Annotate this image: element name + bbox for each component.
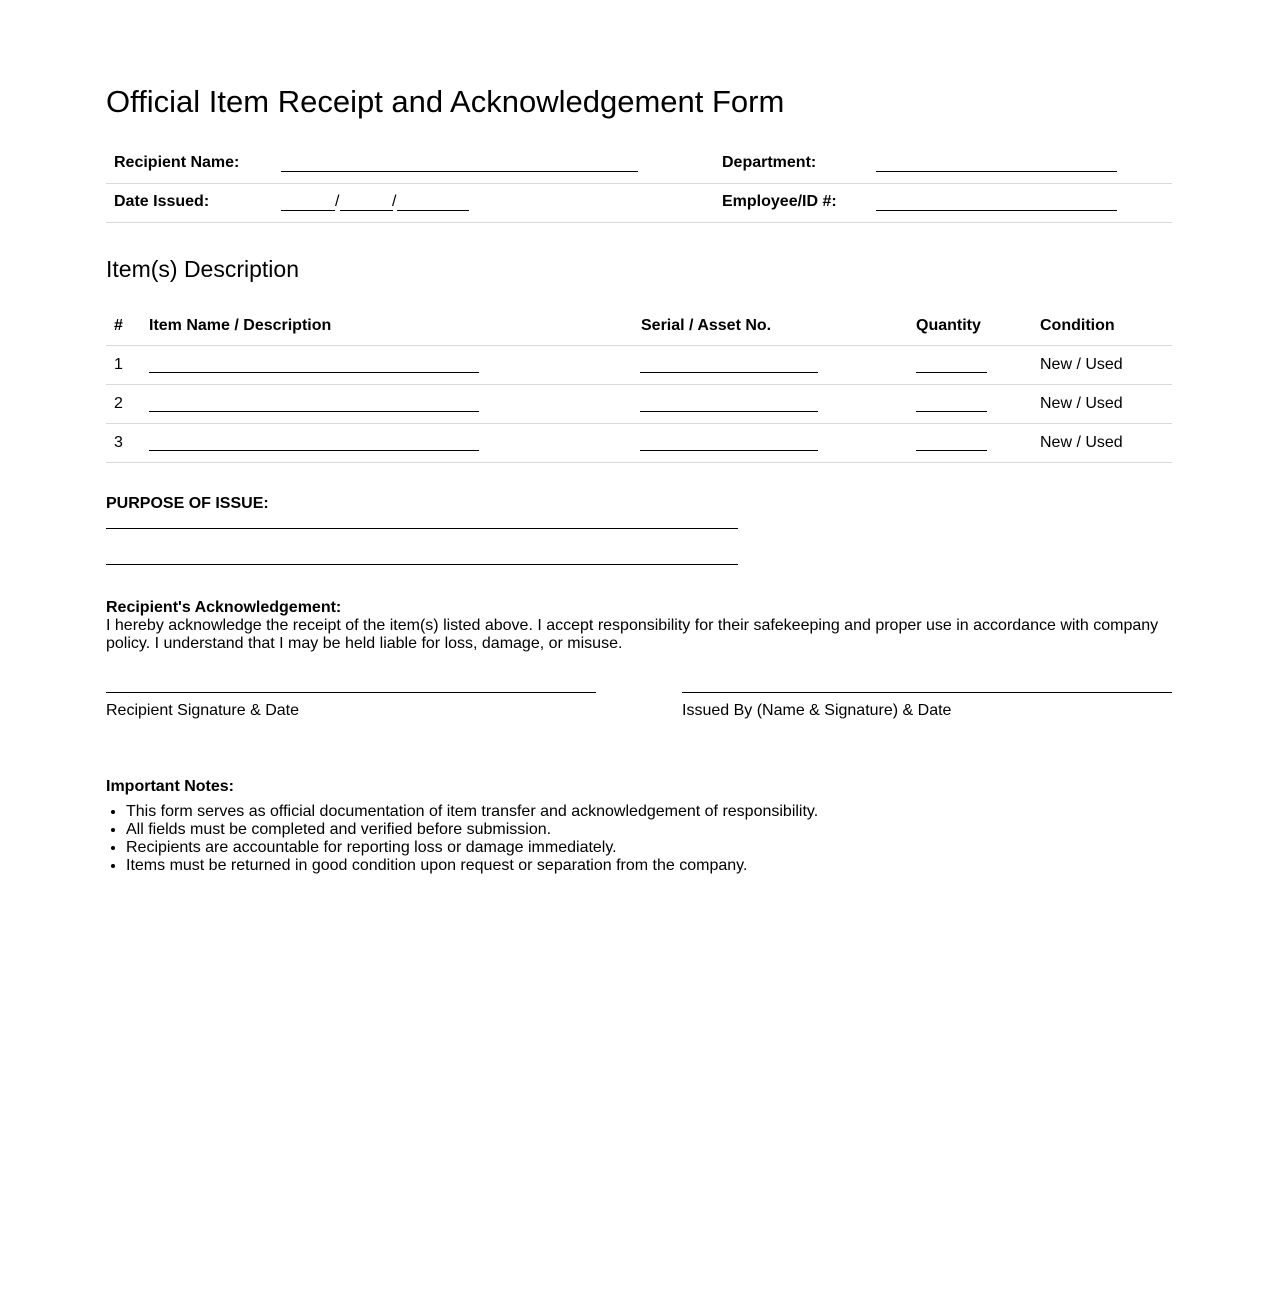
date-separator: / <box>392 193 397 210</box>
info-row-date <box>106 183 1172 223</box>
items-table-header <box>106 307 1172 346</box>
condition-options[interactable]: New / Used <box>1040 356 1123 373</box>
serial-field[interactable] <box>640 450 818 451</box>
issuer-signature-caption: Issued By (Name & Signature) & Date <box>682 702 952 719</box>
col-header-item-name: Item Name / Description <box>149 317 332 334</box>
items-section-title: Item(s) Description <box>106 256 299 282</box>
table-row <box>106 424 1172 463</box>
department-label: Department: <box>722 154 817 171</box>
date-separator: / <box>335 193 340 210</box>
col-header-serial: Serial / Asset No. <box>641 317 772 334</box>
purpose-line-2[interactable] <box>106 564 738 565</box>
date-month-field[interactable] <box>281 210 335 211</box>
acknowledgement-label: Recipient's Acknowledgement: <box>106 599 342 616</box>
row-number: 3 <box>114 434 123 451</box>
form-title: Official Item Receipt and Acknowledgement Form <box>106 84 785 119</box>
condition-options[interactable]: New / Used <box>1040 434 1123 451</box>
serial-field[interactable] <box>640 411 818 412</box>
purpose-line-1[interactable] <box>106 528 738 529</box>
employee-id-field[interactable] <box>876 210 1117 211</box>
notes-label: Important Notes: <box>106 778 234 795</box>
quantity-field[interactable] <box>916 372 987 373</box>
row-number: 1 <box>114 356 123 373</box>
acknowledgement-text: I hereby acknowledge the receipt of the item(s) listed above. I accept responsibility for their safekeeping and proper use in accordance with company policy. I understand that I may be held liable for loss, damage, or misuse. <box>106 617 1159 652</box>
table-row <box>106 346 1172 385</box>
list-item: • Items must be returned in good condition upon request or separation from the company. <box>126 857 1126 875</box>
row-number: 2 <box>114 395 123 412</box>
date-day-field[interactable] <box>340 210 393 211</box>
recipient-signature-line[interactable] <box>106 692 596 693</box>
recipient-name-field[interactable] <box>281 171 638 172</box>
date-issued-label: Date Issued: <box>114 193 210 210</box>
item-name-field[interactable] <box>149 372 479 373</box>
col-header-condition: Condition <box>1040 317 1115 334</box>
list-item: • All fields must be completed and verified before submission. <box>126 821 1126 839</box>
item-name-field[interactable] <box>149 450 479 451</box>
condition-options[interactable]: New / Used <box>1040 395 1123 412</box>
col-header-number: # <box>114 317 123 334</box>
date-year-field[interactable] <box>397 210 469 211</box>
serial-field[interactable] <box>640 372 818 373</box>
recipient-name-label: Recipient Name: <box>114 154 240 171</box>
quantity-field[interactable] <box>916 450 987 451</box>
recipient-signature-caption: Recipient Signature & Date <box>106 702 299 719</box>
purpose-label: PURPOSE OF ISSUE: <box>106 495 269 512</box>
quantity-field[interactable] <box>916 411 987 412</box>
info-row-recipient <box>106 144 1172 184</box>
notes-list <box>106 803 1126 875</box>
item-name-field[interactable] <box>149 411 479 412</box>
department-field[interactable] <box>876 171 1117 172</box>
issuer-signature-line[interactable] <box>682 692 1172 693</box>
list-item: • Recipients are accountable for reporting loss or damage immediately. <box>126 839 1126 857</box>
table-row <box>106 385 1172 424</box>
list-item: • This form serves as official documentation of item transfer and acknowledgement of responsibility. <box>126 803 1126 821</box>
employee-id-label: Employee/ID #: <box>722 193 837 210</box>
col-header-quantity: Quantity <box>916 317 981 334</box>
